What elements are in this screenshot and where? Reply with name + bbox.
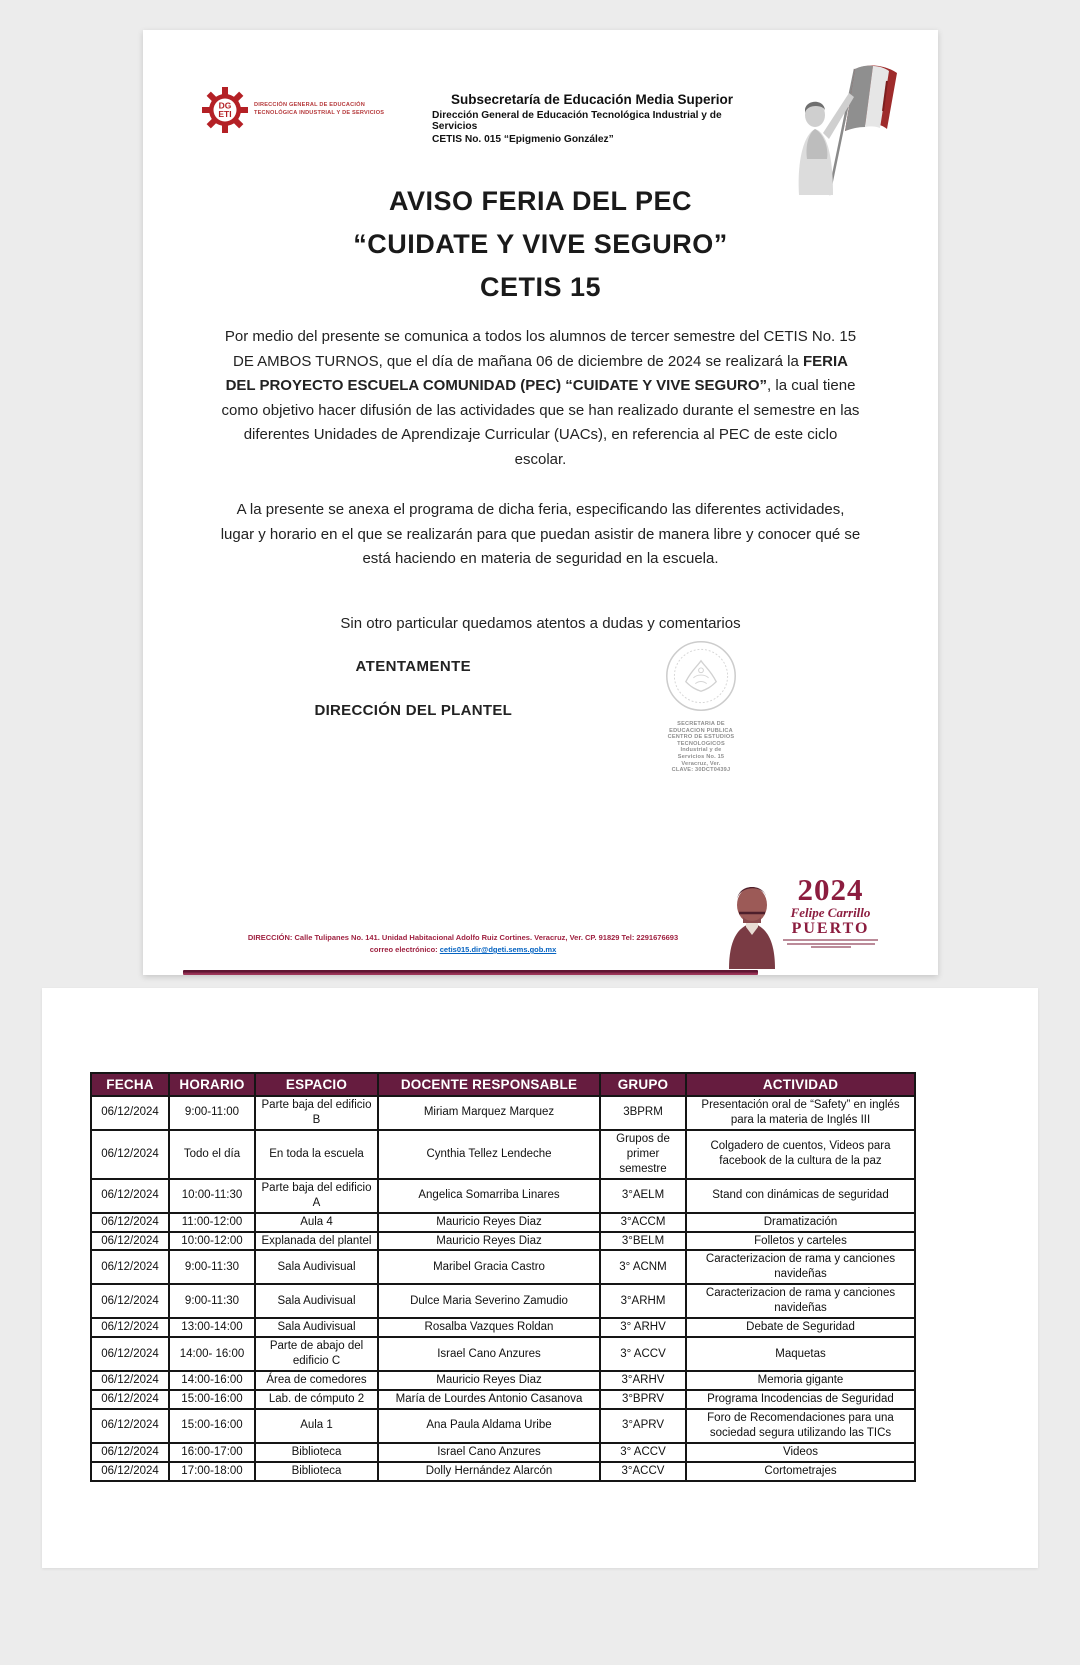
table-cell: 14:00- 16:00 <box>169 1337 255 1371</box>
table-cell: Israel Cano Anzures <box>378 1443 600 1462</box>
paragraph-1 <box>218 325 863 472</box>
seal-text <box>635 721 767 774</box>
table-cell: Ana Paula Aldama Uribe <box>378 1409 600 1443</box>
table-cell: 06/12/2024 <box>91 1130 169 1179</box>
table-cell: 14:00-16:00 <box>169 1371 255 1390</box>
dgeti-caption <box>254 102 384 117</box>
table-cell: Dulce Maria Severino Zamudio <box>378 1284 600 1318</box>
year-2024-logo <box>725 872 915 970</box>
table-cell: 3° ARHV <box>600 1318 686 1337</box>
table-cell: 3°ACCM <box>600 1213 686 1232</box>
table-cell: 17:00-18:00 <box>169 1462 255 1481</box>
table-cell: Dolly Hernández Alarcón <box>378 1462 600 1481</box>
seal-text-line: Veracruz, Ver. <box>681 760 721 767</box>
table-cell: Lab. de cómputo 2 <box>255 1390 378 1409</box>
table-cell: 06/12/2024 <box>91 1284 169 1318</box>
table-row <box>91 1337 915 1371</box>
table-cell: María de Lourdes Antonio Casanova <box>378 1390 600 1409</box>
table-cell: 3°ACCV <box>600 1462 686 1481</box>
table-cell: 9:00-11:30 <box>169 1250 255 1284</box>
table-cell: 15:00-16:00 <box>169 1390 255 1409</box>
flag-woman-illustration <box>737 63 899 198</box>
table-cell: Memoria gigante <box>686 1371 915 1390</box>
table-cell: Aula 1 <box>255 1409 378 1443</box>
table-row <box>91 1096 915 1130</box>
seal-text-line: TECNOLOGICOS <box>677 740 725 747</box>
official-seal <box>635 638 767 774</box>
letterhead-line2: Dirección General de Educación Tecnológica Industrial y de Servicios <box>432 110 722 132</box>
table-cell: 16:00-17:00 <box>169 1443 255 1462</box>
table-cell: Biblioteca <box>255 1462 378 1481</box>
table-cell: 06/12/2024 <box>91 1318 169 1337</box>
table-row <box>91 1284 915 1318</box>
letter-document <box>143 30 938 975</box>
seal-text-line: Servicios No. 15 <box>677 753 725 760</box>
table-row <box>91 1462 915 1481</box>
table-cell: 3°ARHV <box>600 1371 686 1390</box>
table-cell: 06/12/2024 <box>91 1096 169 1130</box>
table-cell: Parte de abajo del edificio C <box>255 1337 378 1371</box>
table-row <box>91 1250 915 1284</box>
year-logo-name: Felipe Carrillo <box>790 905 871 920</box>
column-header: FECHA <box>91 1073 169 1096</box>
table-cell: Caracterizacion de rama y canciones navideñas <box>686 1284 915 1318</box>
table-row <box>91 1371 915 1390</box>
atentamente-label: ATENTAMENTE <box>355 658 472 675</box>
letterhead-text <box>432 92 752 145</box>
email-label: correo electrónico: <box>369 945 438 954</box>
year-logo-motto <box>783 939 878 948</box>
table-cell: Cortometrajes <box>686 1462 915 1481</box>
table-cell: 06/12/2024 <box>91 1232 169 1251</box>
table-cell: Sala Audivisual <box>255 1284 378 1318</box>
table-row <box>91 1390 915 1409</box>
table-cell: Dramatización <box>686 1213 915 1232</box>
table-cell: Todo el día <box>169 1130 255 1179</box>
schedule-card <box>42 988 1038 1568</box>
table-cell: Mauricio Reyes Diaz <box>378 1213 600 1232</box>
table-cell: 06/12/2024 <box>91 1250 169 1284</box>
letter-title <box>143 180 938 309</box>
table-cell: 06/12/2024 <box>91 1443 169 1462</box>
svg-text:DG: DG <box>218 100 232 111</box>
table-cell: Programa Incodencias de Seguridad <box>686 1390 915 1409</box>
table-cell: 3°AELM <box>600 1179 686 1213</box>
table-cell: 06/12/2024 <box>91 1371 169 1390</box>
table-cell: 06/12/2024 <box>91 1462 169 1481</box>
table-header-row <box>91 1073 915 1096</box>
letterhead-line3: CETIS No. 015 “Epigmenio González” <box>432 134 614 145</box>
table-cell: Explanada del plantel <box>255 1232 378 1251</box>
direccion-plantel-label: DIRECCIÓN DEL PLANTEL <box>314 702 513 719</box>
year-logo-surname: PUERTO <box>791 920 870 937</box>
footer-divider-bar <box>183 970 758 975</box>
seal-text-line: Industrial y de <box>680 747 722 754</box>
title-line: CETIS 15 <box>479 272 602 302</box>
table-cell: Angelica Somarriba Linares <box>378 1179 600 1213</box>
title-line: AVISO FERIA DEL PEC <box>388 186 693 216</box>
table-cell: 3°APRV <box>600 1409 686 1443</box>
table-row <box>91 1318 915 1337</box>
gear-icon <box>201 86 249 134</box>
letterhead-line1: Subsecretaría de Educación Media Superior <box>450 92 734 107</box>
table-cell: 15:00-16:00 <box>169 1409 255 1443</box>
table-cell: 3°BELM <box>600 1232 686 1251</box>
table-row <box>91 1213 915 1232</box>
table-cell: En toda la escuela <box>255 1130 378 1179</box>
column-header: ESPACIO <box>255 1073 378 1096</box>
table-cell: Sala Audivisual <box>255 1250 378 1284</box>
column-header: HORARIO <box>169 1073 255 1096</box>
table-cell: Cynthia Tellez Lendeche <box>378 1130 600 1179</box>
table-cell: Parte baja del edificio B <box>255 1096 378 1130</box>
column-header: ACTIVIDAD <box>686 1073 915 1096</box>
column-header: DOCENTE RESPONSABLE <box>378 1073 600 1096</box>
table-cell: Mauricio Reyes Diaz <box>378 1232 600 1251</box>
year-logo-year: 2024 <box>797 872 864 907</box>
eagle-seal-icon <box>663 638 739 714</box>
table-cell: Sala Audivisual <box>255 1318 378 1337</box>
table-cell: 3° ACCV <box>600 1443 686 1462</box>
table-cell: 06/12/2024 <box>91 1179 169 1213</box>
text-segment: , la cual tiene como objetivo hacer difusión de las actividades que se han realizado durante el semestre en las diferentes Unidades de Aprendizaje Curricular (UACs), en referencia al PEC de este ciclo escolar. <box>221 377 860 468</box>
text-segment: FERIA DEL PROYECTO ESCUELA COMUNIDAD (PEC) “CUIDATE Y VIVE SEGURO” <box>225 352 849 394</box>
table-row <box>91 1232 915 1251</box>
table-cell: Israel Cano Anzures <box>378 1337 600 1371</box>
table-cell: 13:00-14:00 <box>169 1318 255 1337</box>
table-cell: 11:00-12:00 <box>169 1213 255 1232</box>
table-cell: 10:00-12:00 <box>169 1232 255 1251</box>
seal-text-line: CLAVE: 30DCT0439J <box>671 767 731 774</box>
paragraph-2: A la presente se anexa el programa de dicha feria, especificando las diferentes actividades, lugar y horario en el que se realizarán para que puedan asistir de manera libre y conocer qué se está haciendo en materia de seguridad en la escuela. <box>220 501 861 567</box>
table-cell: Colgadero de cuentos, Videos para facebook de la cultura de la paz <box>686 1130 915 1179</box>
dgeti-caption-line1: DIRECCIÓN GENERAL DE EDUCACIÓN <box>254 102 365 109</box>
table-cell: 3°BPRV <box>600 1390 686 1409</box>
table-cell: Foro de Recomendaciones para una sociedad segura utilizando las TICs <box>686 1409 915 1443</box>
table-cell: Mauricio Reyes Diaz <box>378 1371 600 1390</box>
text-segment: Por medio del presente se comunica a todos los alumnos de tercer semestre del CETIS No. 15 DE AMBOS TURNOS, que el día de mañana 06 de diciembre de 2024 se realizará la <box>224 328 857 370</box>
table-cell: 10:00-11:30 <box>169 1179 255 1213</box>
table-cell: 3BPRM <box>600 1096 686 1130</box>
flag-woman-image <box>737 63 899 198</box>
table-body <box>91 1096 915 1481</box>
table-cell: Rosalba Vazques Roldan <box>378 1318 600 1337</box>
table-cell: 06/12/2024 <box>91 1390 169 1409</box>
table-cell: Maquetas <box>686 1337 915 1371</box>
table-cell: Grupos de primer semestre <box>600 1130 686 1179</box>
year-logo-text <box>783 872 878 950</box>
table-cell: 9:00-11:30 <box>169 1284 255 1318</box>
seal-text-line: SECRETARIA DE <box>677 721 725 727</box>
table-row <box>91 1409 915 1443</box>
footer-address: DIRECCIÓN: Calle Tulipanes No. 141. Unidad Habitacional Adolfo Ruiz Cortines. Veracruz, Ver. CP. 91829 Tel: 2291676693 <box>247 933 679 942</box>
table-cell: Parte baja del edificio A <box>255 1179 378 1213</box>
table-cell: 9:00-11:00 <box>169 1096 255 1130</box>
schedule-table <box>90 1072 916 1482</box>
felipe-carrillo-portrait <box>725 875 779 969</box>
dgeti-caption-line2: TECNOLÓGICA INDUSTRIAL Y DE SERVICIOS <box>254 110 385 116</box>
svg-text:ETI: ETI <box>218 109 232 119</box>
table-cell: Miriam Marquez Marquez <box>378 1096 600 1130</box>
table-cell: 06/12/2024 <box>91 1409 169 1443</box>
seal-text-line: EDUCACION PUBLICA <box>669 727 733 734</box>
table-cell: Caracterizacion de rama y canciones navideñas <box>686 1250 915 1284</box>
footer-email-line <box>143 945 783 954</box>
table-cell: Presentación oral de “Safety” en inglés para la materia de Inglés III <box>686 1096 915 1130</box>
letter-footer <box>143 933 783 954</box>
table-cell: 3° ACNM <box>600 1250 686 1284</box>
table-cell: Biblioteca <box>255 1443 378 1462</box>
table-cell: Área de comedores <box>255 1371 378 1390</box>
column-header: GRUPO <box>600 1073 686 1096</box>
table-row <box>91 1130 915 1179</box>
table-cell: 06/12/2024 <box>91 1337 169 1371</box>
table-cell: Maribel Gracia Castro <box>378 1250 600 1284</box>
table-cell: Debate de Seguridad <box>686 1318 915 1337</box>
table-cell: Videos <box>686 1443 915 1462</box>
table-cell: Aula 4 <box>255 1213 378 1232</box>
table-row <box>91 1443 915 1462</box>
title-line: “CUIDATE Y VIVE SEGURO” <box>353 229 728 259</box>
email-link[interactable]: cetis015.dir@dgeti.sems.gob.mx <box>439 945 557 954</box>
table-cell: Folletos y carteles <box>686 1232 915 1251</box>
table-cell: 06/12/2024 <box>91 1213 169 1232</box>
closing-line: Sin otro particular quedamos atentos a dudas y comentarios <box>340 615 741 632</box>
dgeti-logo <box>201 86 384 134</box>
table-cell: 3° ACCV <box>600 1337 686 1371</box>
seal-text-line: CENTRO DE ESTUDIOS <box>667 734 735 741</box>
table-row <box>91 1179 915 1213</box>
table-cell: 3°ARHM <box>600 1284 686 1318</box>
table-cell: Stand con dinámicas de seguridad <box>686 1179 915 1213</box>
